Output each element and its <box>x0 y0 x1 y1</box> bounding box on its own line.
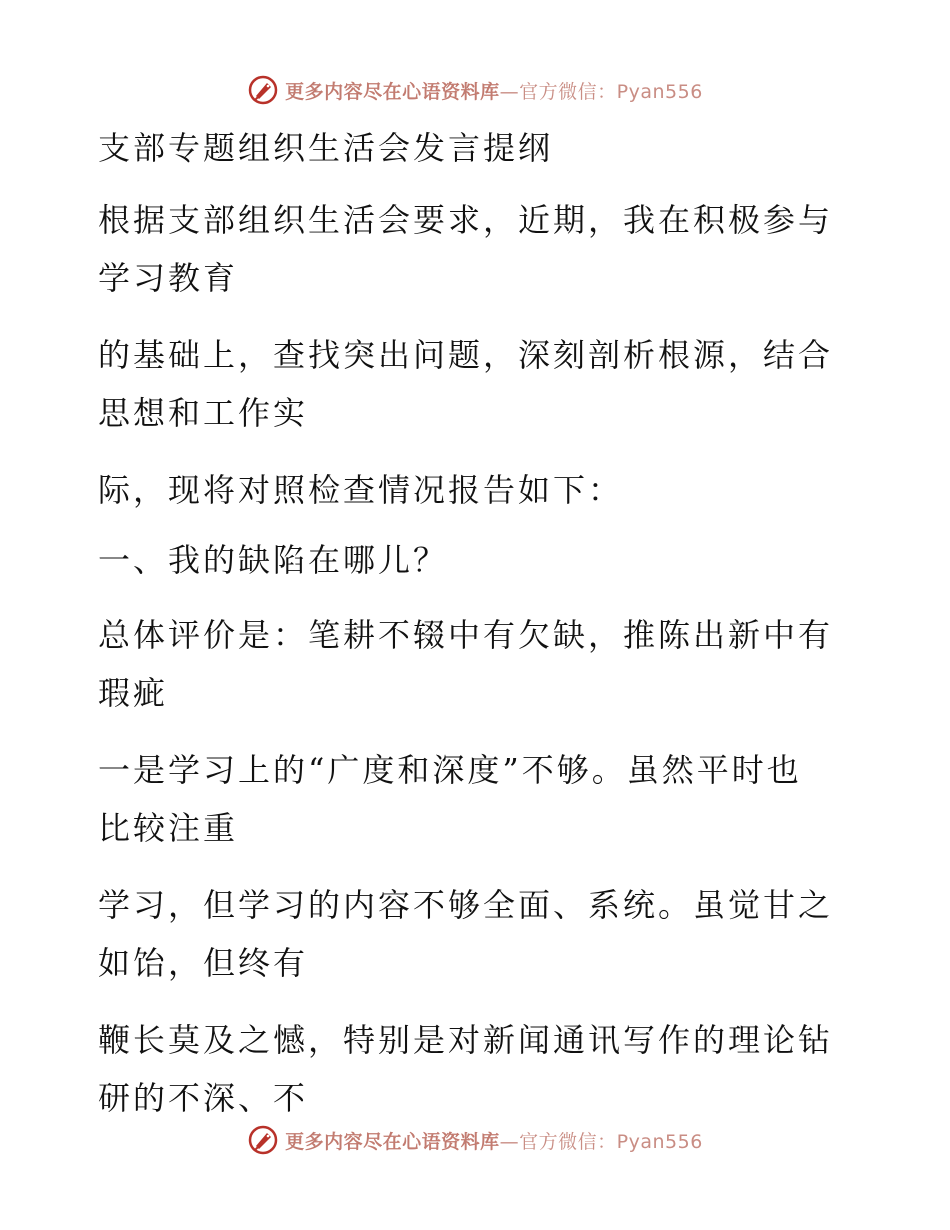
document-title: 支部专题组织生活会发言提纲 <box>98 129 554 167</box>
paragraph-line: 鞭长莫及之憾，特别是对新闻通讯写作的理论钻 <box>98 1021 834 1059</box>
paragraph-line: 际，现将对照检查情况报告如下： <box>98 471 624 509</box>
paragraph-line: 研的不深、不 <box>98 1079 309 1117</box>
banner-wechat-text: 官方微信：Pyan556 <box>519 1130 703 1153</box>
paragraph-line: 比较注重 <box>98 809 239 847</box>
paragraph-line: 学习，但学习的内容不够全面、系统。虽觉甘之 <box>98 886 834 924</box>
pen-nib-logo-icon <box>247 74 279 106</box>
banner-main-text: 更多内容尽在心语资料库 <box>285 80 500 103</box>
footer-banner-text <box>285 1127 703 1154</box>
banner-wechat-text: 官方微信：Pyan556 <box>519 80 703 103</box>
pen-nib-logo-icon <box>247 1124 279 1156</box>
banner-main-text: 更多内容尽在心语资料库 <box>285 1130 500 1153</box>
paragraph-line: 思想和工作实 <box>98 394 309 432</box>
banner-dash: — <box>499 80 520 103</box>
paragraph-line: 学习教育 <box>98 259 239 297</box>
section-heading: 一、我的缺陷在哪儿？ <box>98 541 449 579</box>
paragraph-line: 一是学习上的“广度和深度”不够。虽然平时也 <box>98 751 802 789</box>
header-banner <box>0 70 950 110</box>
paragraph-line: 瑕疵 <box>98 674 169 712</box>
banner-dash: — <box>499 1130 520 1153</box>
paragraph-line: 总体评价是：笔耕不辍中有欠缺，推陈出新中有 <box>98 616 834 654</box>
paragraph-line: 如饴，但终有 <box>98 944 309 982</box>
paragraph-line: 根据支部组织生活会要求，近期，我在积极参与 <box>98 201 834 239</box>
paragraph-line: 的基础上，查找突出问题，深刻剖析根源，结合 <box>98 336 834 374</box>
header-banner-text <box>285 77 703 104</box>
footer-banner <box>0 1120 950 1160</box>
